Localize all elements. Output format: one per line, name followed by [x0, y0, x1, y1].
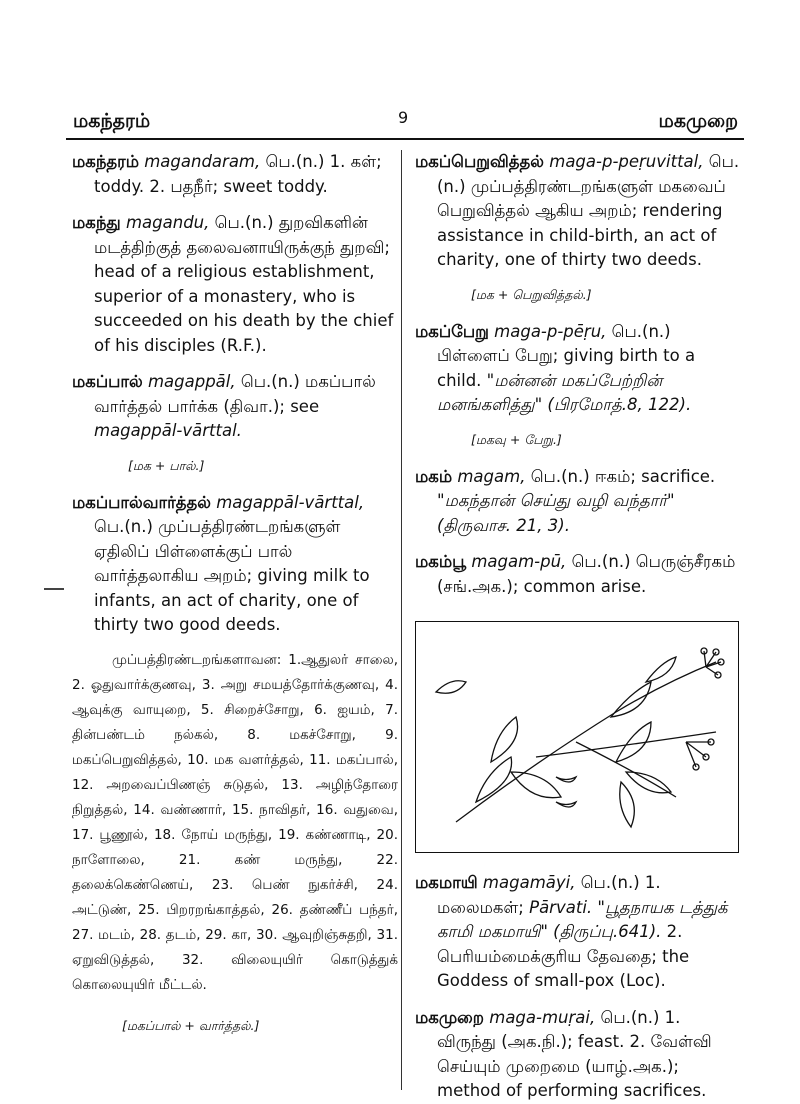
etymology: [மகப்பால் + வார்த்தல்.]: [122, 1017, 260, 1033]
margin-dash: [44, 588, 64, 590]
column-divider: [401, 150, 402, 1090]
definition: பெ.(n.) முப்பத்திரண்டறங்களுள் ஏதிலிப் பிள்ளைக்குப் பால் வார்த்தலாகிய அறம்; giving milk to infants, an act of charity, one of thirty two good deeds.: [94, 517, 370, 634]
entry-magamayi: [415, 871, 740, 994]
etymology: [மக + பெறுவித்தல்.]: [471, 286, 592, 302]
header-rule: [66, 138, 744, 140]
transliteration: magandaram,: [144, 152, 261, 171]
entry-maga-murai: [415, 1006, 740, 1104]
headword: மகம்பூ: [415, 552, 467, 571]
definition: பெ.(n.) 1. விருந்து (அக.நி.); feast. 2. வேள்வி செய்யும் முறைமை (யாழ்.அக.); method of performing sacrifices.: [437, 1007, 712, 1100]
transliteration: magandu,: [125, 213, 210, 232]
headword: மகமுறை: [415, 1007, 484, 1027]
definition: பெ.(n.) ஈகம்; sacrifice.: [530, 466, 716, 486]
header-right-word: மகமுறை: [658, 110, 738, 132]
entry-magandu: [72, 211, 398, 358]
transliteration: maga-muṛai,: [489, 1007, 596, 1027]
definition: பெ.(n.) முப்பத்திரண்டறங்களுள் மகவைப் பெறுவித்தல் ஆகிய அறம்; rendering assistance in child-birth, an act of charity, one of thirty two deeds.: [437, 152, 740, 269]
transliteration: maga-p-pēṛu,: [494, 321, 607, 341]
headword: மகப்பெறுவித்தல்: [415, 152, 544, 171]
headword: மகப்பால்வார்த்தல்: [72, 492, 211, 512]
headword: மகப்பேறு: [415, 321, 489, 341]
transliteration: magappāl,: [147, 372, 236, 391]
headword: மகம்: [415, 466, 453, 486]
entry-magappal-varttal: [72, 491, 398, 638]
cross-reference: magappāl-vārttal.: [94, 421, 242, 440]
left-column: [72, 150, 398, 1051]
definition: பெ.(n.) பெருஞ்சீரகம் (சங்.அக.); common arise.: [437, 552, 736, 596]
entry-maga-p-peruvittal: [415, 150, 740, 273]
definition: பெ.(n.) பிள்ளைப் பேறு; giving birth to a child.: [437, 321, 696, 390]
etymology: [மகவு + பேறு.]: [471, 431, 562, 447]
entry-magam: [415, 465, 740, 539]
thirty-two-deeds-note: முப்பத்திரண்டறங்களாவன: 1.ஆதுலர் சாலை, 2. ஓதுவார்க்குணவு, 3. அறு சமயத்தோர்க்குணவு, 4. ஆவுக்கு வாயுறை, 5. சிறைச்சோறு, 6. ஐயம், 7. தின்பண்டம் நல்கல், 8. மகச்சோறு, 9. மகப்பெறுவித்தல், 10. மக வளர்த்தல், 11. மகப்பால், 12. அறவைப்பிணஞ் சுடுதல், 13. அழிந்தோரை நிறுத்தல், 14. வண்ணார், 15. நாவிதர், 16. வதுவை, 17. பூணூல், 18. நோய் மருந்து, 19. கண்ணாடி, 20. நாளோலை, 21. கண் மருந்து, 22. தலைக்கெண்ணெய், 23. பெண் நுகர்ச்சி, 24. அட்டுண், 25. பிறரறங்காத்தல், 26. தண்ணீப் பந்தர், 27. மடம், 28. தடம், 29. கா, 30. ஆவுறிஞ்சுதறி, 31. ஏறுவிடுத்தல், 32. விலையுயிர் கொடுத்துக் கொலையுயிர் மீட்டல்.: [72, 651, 398, 993]
transliteration: magappāl-vārttal,: [216, 492, 365, 512]
transliteration: maga-p-peṛuvittal,: [549, 152, 704, 171]
definition: பெ.(n.) 1. மலைமகள்;: [437, 873, 661, 917]
quotation: "மன்னன் மகப்பேற்றின் மனங்களித்து" (பிரமோத்.8, 122).: [437, 370, 692, 414]
entry-magandaram: [72, 150, 398, 199]
entry-magam-pu: [415, 550, 740, 599]
definition-2: 2. பெரியம்மைக்குரிய தேவதை; the Goddess of small-pox (Loc).: [437, 922, 690, 990]
right-column: [415, 150, 740, 1104]
headword: மகமாயி: [415, 873, 478, 892]
quotation: Pārvati. "பூதநாயக டத்துக் காமி மகமாயி" (திருப்பு.641).: [437, 897, 728, 941]
page-number: 9: [398, 108, 409, 127]
header-left-word: மகந்தரம்: [73, 110, 151, 132]
entry-maga-p-peru: [415, 320, 740, 418]
fennel-plant-drawing: [416, 622, 738, 852]
etymology: [மக + பால்.]: [128, 457, 205, 473]
definition: பெ.(n.) துறவிகளின் மடத்திற்குத் தலைவனாயிருக்குந் துறவி; head of a religious establishment, superior of a monastery, who is succeeded on his death by the chief of his disciples (R.F.).: [94, 213, 394, 355]
transliteration: magam-pū,: [471, 552, 567, 571]
transliteration: magam,: [457, 466, 526, 486]
transliteration: magamāyi,: [482, 873, 576, 892]
definition: பெ.(n.) மகப்பால் வார்த்தல் பார்க்க (திவா.); see: [94, 372, 376, 416]
plant-illustration: [415, 621, 739, 853]
definition: பெ.(n.) 1. கள்; toddy. 2. பதநீர்; sweet toddy.: [94, 152, 382, 196]
headword: மகப்பால்: [72, 372, 143, 391]
entry-magappal: [72, 370, 398, 444]
headword: மகந்து: [72, 213, 121, 232]
quotation: "மகந்தான் செய்து வழி வந்தார்" (திருவாச. 21, 3).: [437, 491, 675, 535]
headword: மகந்தரம்: [72, 152, 139, 171]
